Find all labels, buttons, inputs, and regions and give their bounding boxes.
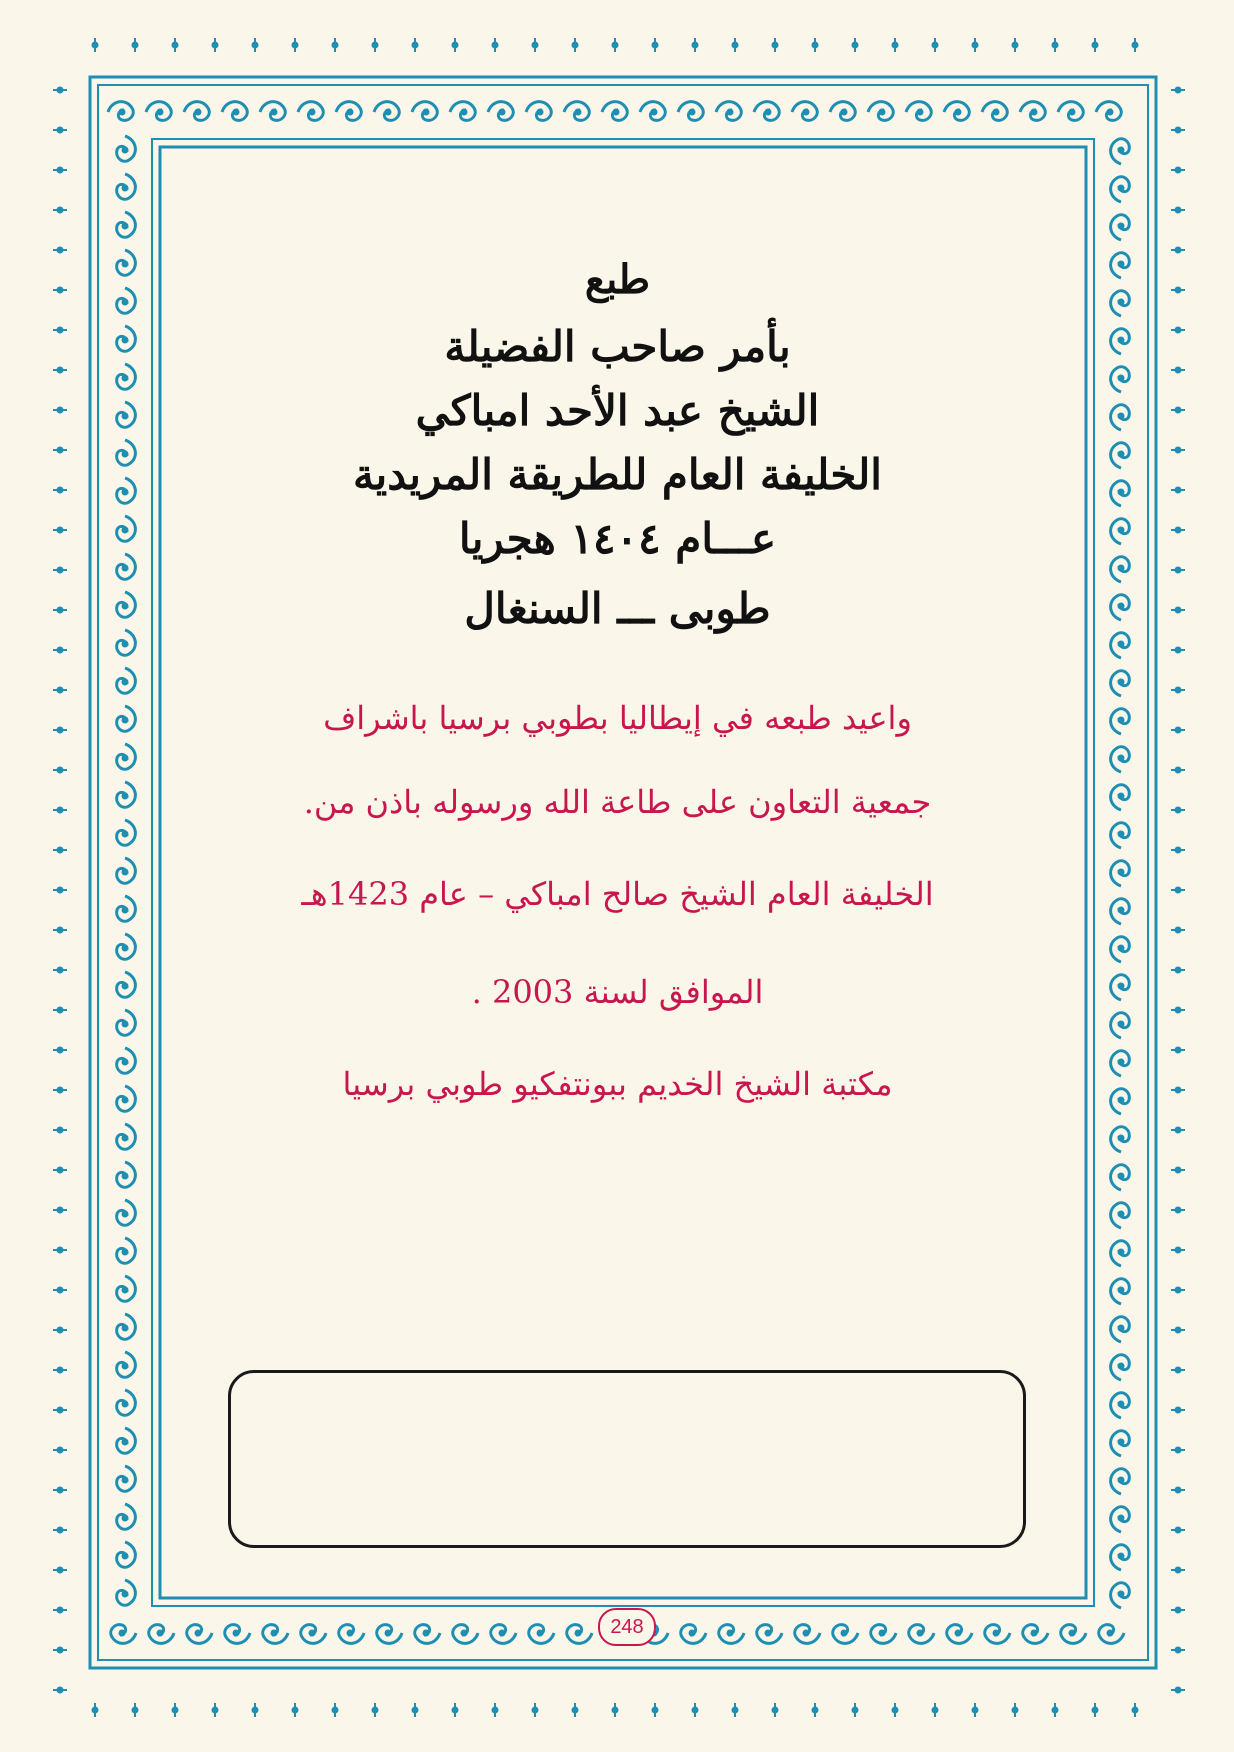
heading-year: عـــام ١٤٠٤ هجريا bbox=[458, 514, 777, 563]
publisher-line: مكتبة الشيخ الخديم ببونتفكيو طوبي برسيا bbox=[342, 1065, 893, 1103]
page-number: 248 bbox=[598, 1608, 656, 1646]
imprint-text bbox=[220, 245, 1015, 1103]
heading-by-order: بأمر صاحب الفضيلة bbox=[444, 322, 791, 371]
heading-printed: طبع bbox=[584, 256, 651, 303]
heading-khalifa: الخليفة العام للطريقة المريدية bbox=[353, 450, 882, 499]
reprint-line-2: جمعية التعاون على طاعة الله ورسوله باذن من. bbox=[303, 783, 932, 821]
heading-place: طوبى ـــ السنغال bbox=[464, 584, 771, 633]
heading-sheikh-name: الشيخ عبد الأحد امباكي bbox=[415, 386, 820, 435]
reprint-line-1: واعيد طبعه في إيطاليا بطوبي برسيا باشراف bbox=[323, 699, 912, 737]
empty-stamp-box bbox=[228, 1370, 1026, 1548]
reprint-line-3: الخليفة العام الشيخ صالح امباكي – عام 1423هـ bbox=[301, 875, 934, 913]
reprint-line-4: الموافق لسنة 2003 . bbox=[471, 973, 764, 1011]
